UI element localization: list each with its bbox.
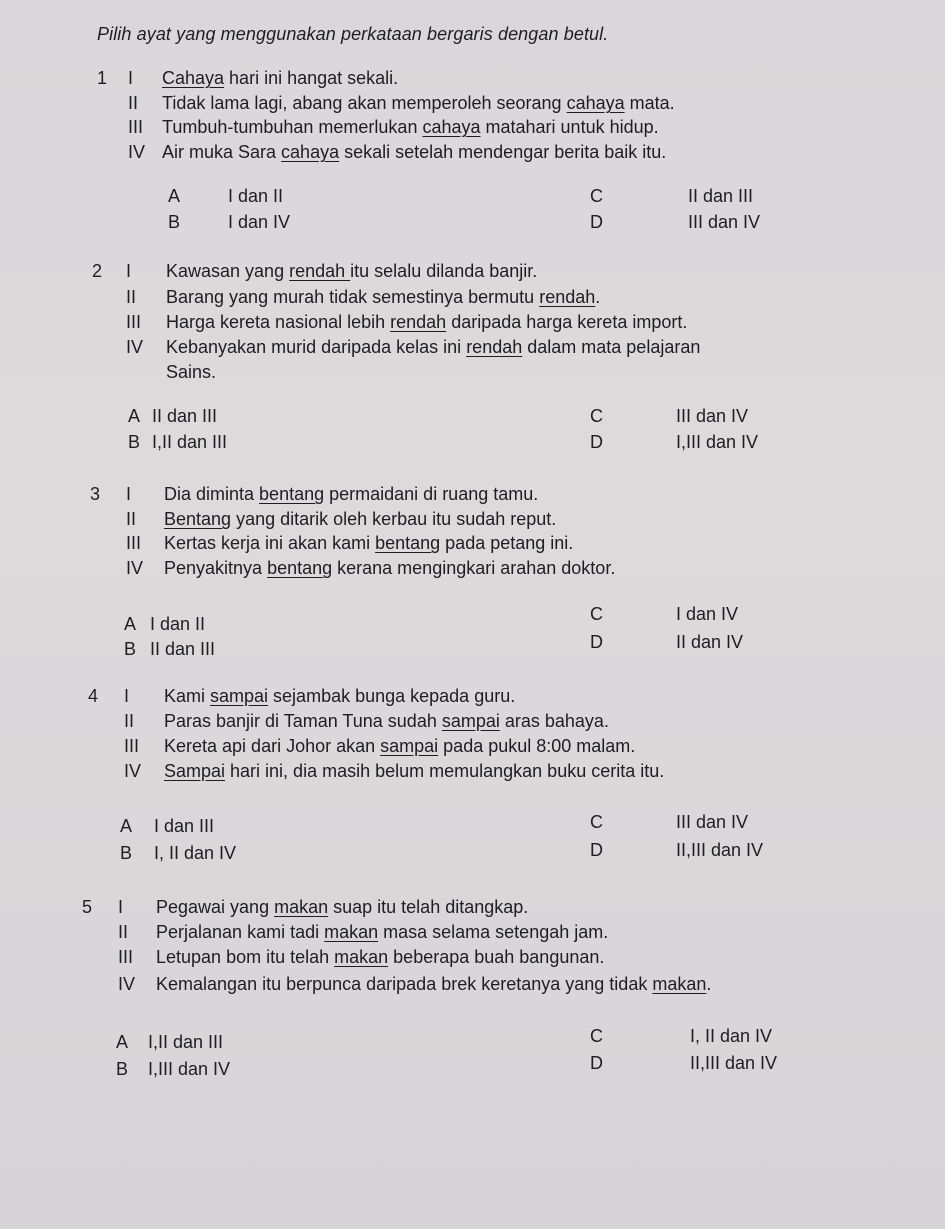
option-a-letter: A [120,816,133,836]
statement-text: Penyakitnya bentang kerana mengingkari arahan doktor. [164,558,616,578]
option-c-letter: C [590,1026,603,1046]
statement-roman-numeral: II [124,711,135,731]
option-d-letter: D [590,840,603,860]
underlined-word: rendah [466,337,523,357]
option-d-text: I,III dan IV [676,432,759,452]
statement-roman-numeral: III [126,312,142,332]
option-c-letter: C [590,186,603,206]
underlined-word: makan [334,947,389,967]
option-d-text: II,III dan IV [676,840,764,860]
statement-roman-numeral: IV [118,974,136,994]
statement-continuation: Sains. [166,362,217,382]
instruction-text: Pilih ayat yang menggunakan perkataan bergaris dengan betul. [97,24,609,44]
statement-text: Bentang yang ditarik oleh kerbau itu sudah reput. [164,509,557,529]
statement-roman-numeral: II [126,287,137,307]
option-b-text: I, II dan IV [154,843,237,863]
statement-roman-numeral: IV [126,337,144,357]
option-a-letter: A [116,1032,129,1052]
statement-roman-numeral: I [124,686,130,706]
underlined-word: bentang [375,533,441,553]
statement-text: Cahaya hari ini hangat sekali. [162,68,399,88]
statement-roman-numeral: I [118,897,124,917]
option-c-letter: C [590,812,603,832]
statement-roman-numeral: III [128,117,144,137]
statement-roman-numeral: II [128,93,139,113]
question-number: 1 [97,68,108,88]
statement-roman-numeral: IV [124,761,142,781]
question-number: 3 [90,484,101,504]
option-b-letter: B [128,432,141,452]
option-d-letter: D [590,1053,603,1073]
option-d-text: II dan IV [676,632,744,652]
option-d-letter: D [590,432,603,452]
underlined-word: sampai [380,736,439,756]
statement-text: Kami sampai sejambak bunga kepada guru. [164,686,516,706]
option-c-text: I dan IV [676,604,739,624]
option-b-text: II dan III [150,639,216,659]
underlined-word: cahaya [566,93,625,113]
option-c-text: I, II dan IV [690,1026,773,1046]
underlined-word: rendah [289,261,351,281]
statement-roman-numeral: III [118,947,134,967]
option-a-text: I dan II [150,614,206,634]
statement-text: Paras banjir di Taman Tuna sudah sampai aras bahaya. [164,711,609,731]
statement-text: Kereta api dari Johor akan sampai pada pukul 8:00 malam. [164,736,636,756]
option-d-text: III dan IV [688,212,761,232]
statement-roman-numeral: IV [128,142,146,162]
underlined-word: Cahaya [162,68,225,88]
underlined-word: cahaya [422,117,481,137]
statement-roman-numeral: I [128,68,134,88]
option-a-text: II dan III [152,406,218,426]
option-b-text: I dan IV [228,212,291,232]
statement-text: Letupan bom itu telah makan beberapa buah bangunan. [156,947,605,967]
question-number: 2 [92,261,103,281]
option-d-letter: D [590,212,603,232]
underlined-word: makan [274,897,329,917]
option-b-letter: B [124,639,137,659]
option-c-text: III dan IV [676,812,749,832]
statement-roman-numeral: II [126,509,137,529]
underlined-word: Bentang [164,509,232,529]
statement-roman-numeral: IV [126,558,144,578]
underlined-word: rendah [390,312,447,332]
statement-text: Kertas kerja ini akan kami bentang pada petang ini. [164,533,574,553]
option-d-text: II,III dan IV [690,1053,778,1073]
option-c-letter: C [590,406,603,426]
option-c-letter: C [590,604,603,624]
statement-text: Dia diminta bentang permaidani di ruang tamu. [164,484,539,504]
statement-text: Kawasan yang rendah itu selalu dilanda banjir. [166,261,538,281]
option-b-letter: B [120,843,133,863]
underlined-word: Sampai [164,761,226,781]
statement-text: Barang yang murah tidak semestinya bermutu rendah. [166,287,601,307]
option-a-text: I dan II [228,186,284,206]
option-b-text: I,II dan III [152,432,228,452]
option-c-text: II dan III [688,186,754,206]
statement-text: Kebanyakan murid daripada kelas ini rendah dalam mata pelajaran [166,337,701,357]
statement-text: Pegawai yang makan suap itu telah ditangkap. [156,897,529,917]
option-b-letter: B [116,1059,129,1079]
statement-roman-numeral: III [126,533,142,553]
option-a-letter: A [168,186,181,206]
statement-roman-numeral: II [118,922,129,942]
underlined-word: makan [324,922,379,942]
option-a-letter: A [128,406,141,426]
question-number: 5 [82,897,93,917]
underlined-word: sampai [441,711,500,731]
underlined-word: bentang [259,484,325,504]
statement-roman-numeral: I [126,261,132,281]
question-number: 4 [88,686,99,706]
option-d-letter: D [590,632,603,652]
underlined-word: rendah [539,287,596,307]
statement-text: Sampai hari ini, dia masih belum memulangkan buku cerita itu. [164,761,665,781]
option-b-text: I,III dan IV [148,1059,231,1079]
option-a-text: I,II dan III [148,1032,224,1052]
statement-text: Harga kereta nasional lebih rendah daripada harga kereta import. [166,312,688,332]
underlined-word: cahaya [281,142,340,162]
statement-text: Perjalanan kami tadi makan masa selama setengah jam. [156,922,609,942]
option-b-letter: B [168,212,181,232]
option-a-text: I dan III [154,816,215,836]
underlined-word: makan [652,974,707,994]
statement-text: Kemalangan itu berpunca daripada brek keretanya yang tidak makan. [156,974,712,994]
statement-roman-numeral: III [124,736,140,756]
option-a-letter: A [124,614,137,634]
statement-text: Tidak lama lagi, abang akan memperoleh seorang cahaya mata. [162,93,675,113]
statement-roman-numeral: I [126,484,132,504]
underlined-word: sampai [210,686,269,706]
statement-text: Air muka Sara cahaya sekali setelah mendengar berita baik itu. [162,142,667,162]
statement-text: Tumbuh-tumbuhan memerlukan cahaya matahari untuk hidup. [162,117,659,137]
underlined-word: bentang [267,558,333,578]
option-c-text: III dan IV [676,406,749,426]
